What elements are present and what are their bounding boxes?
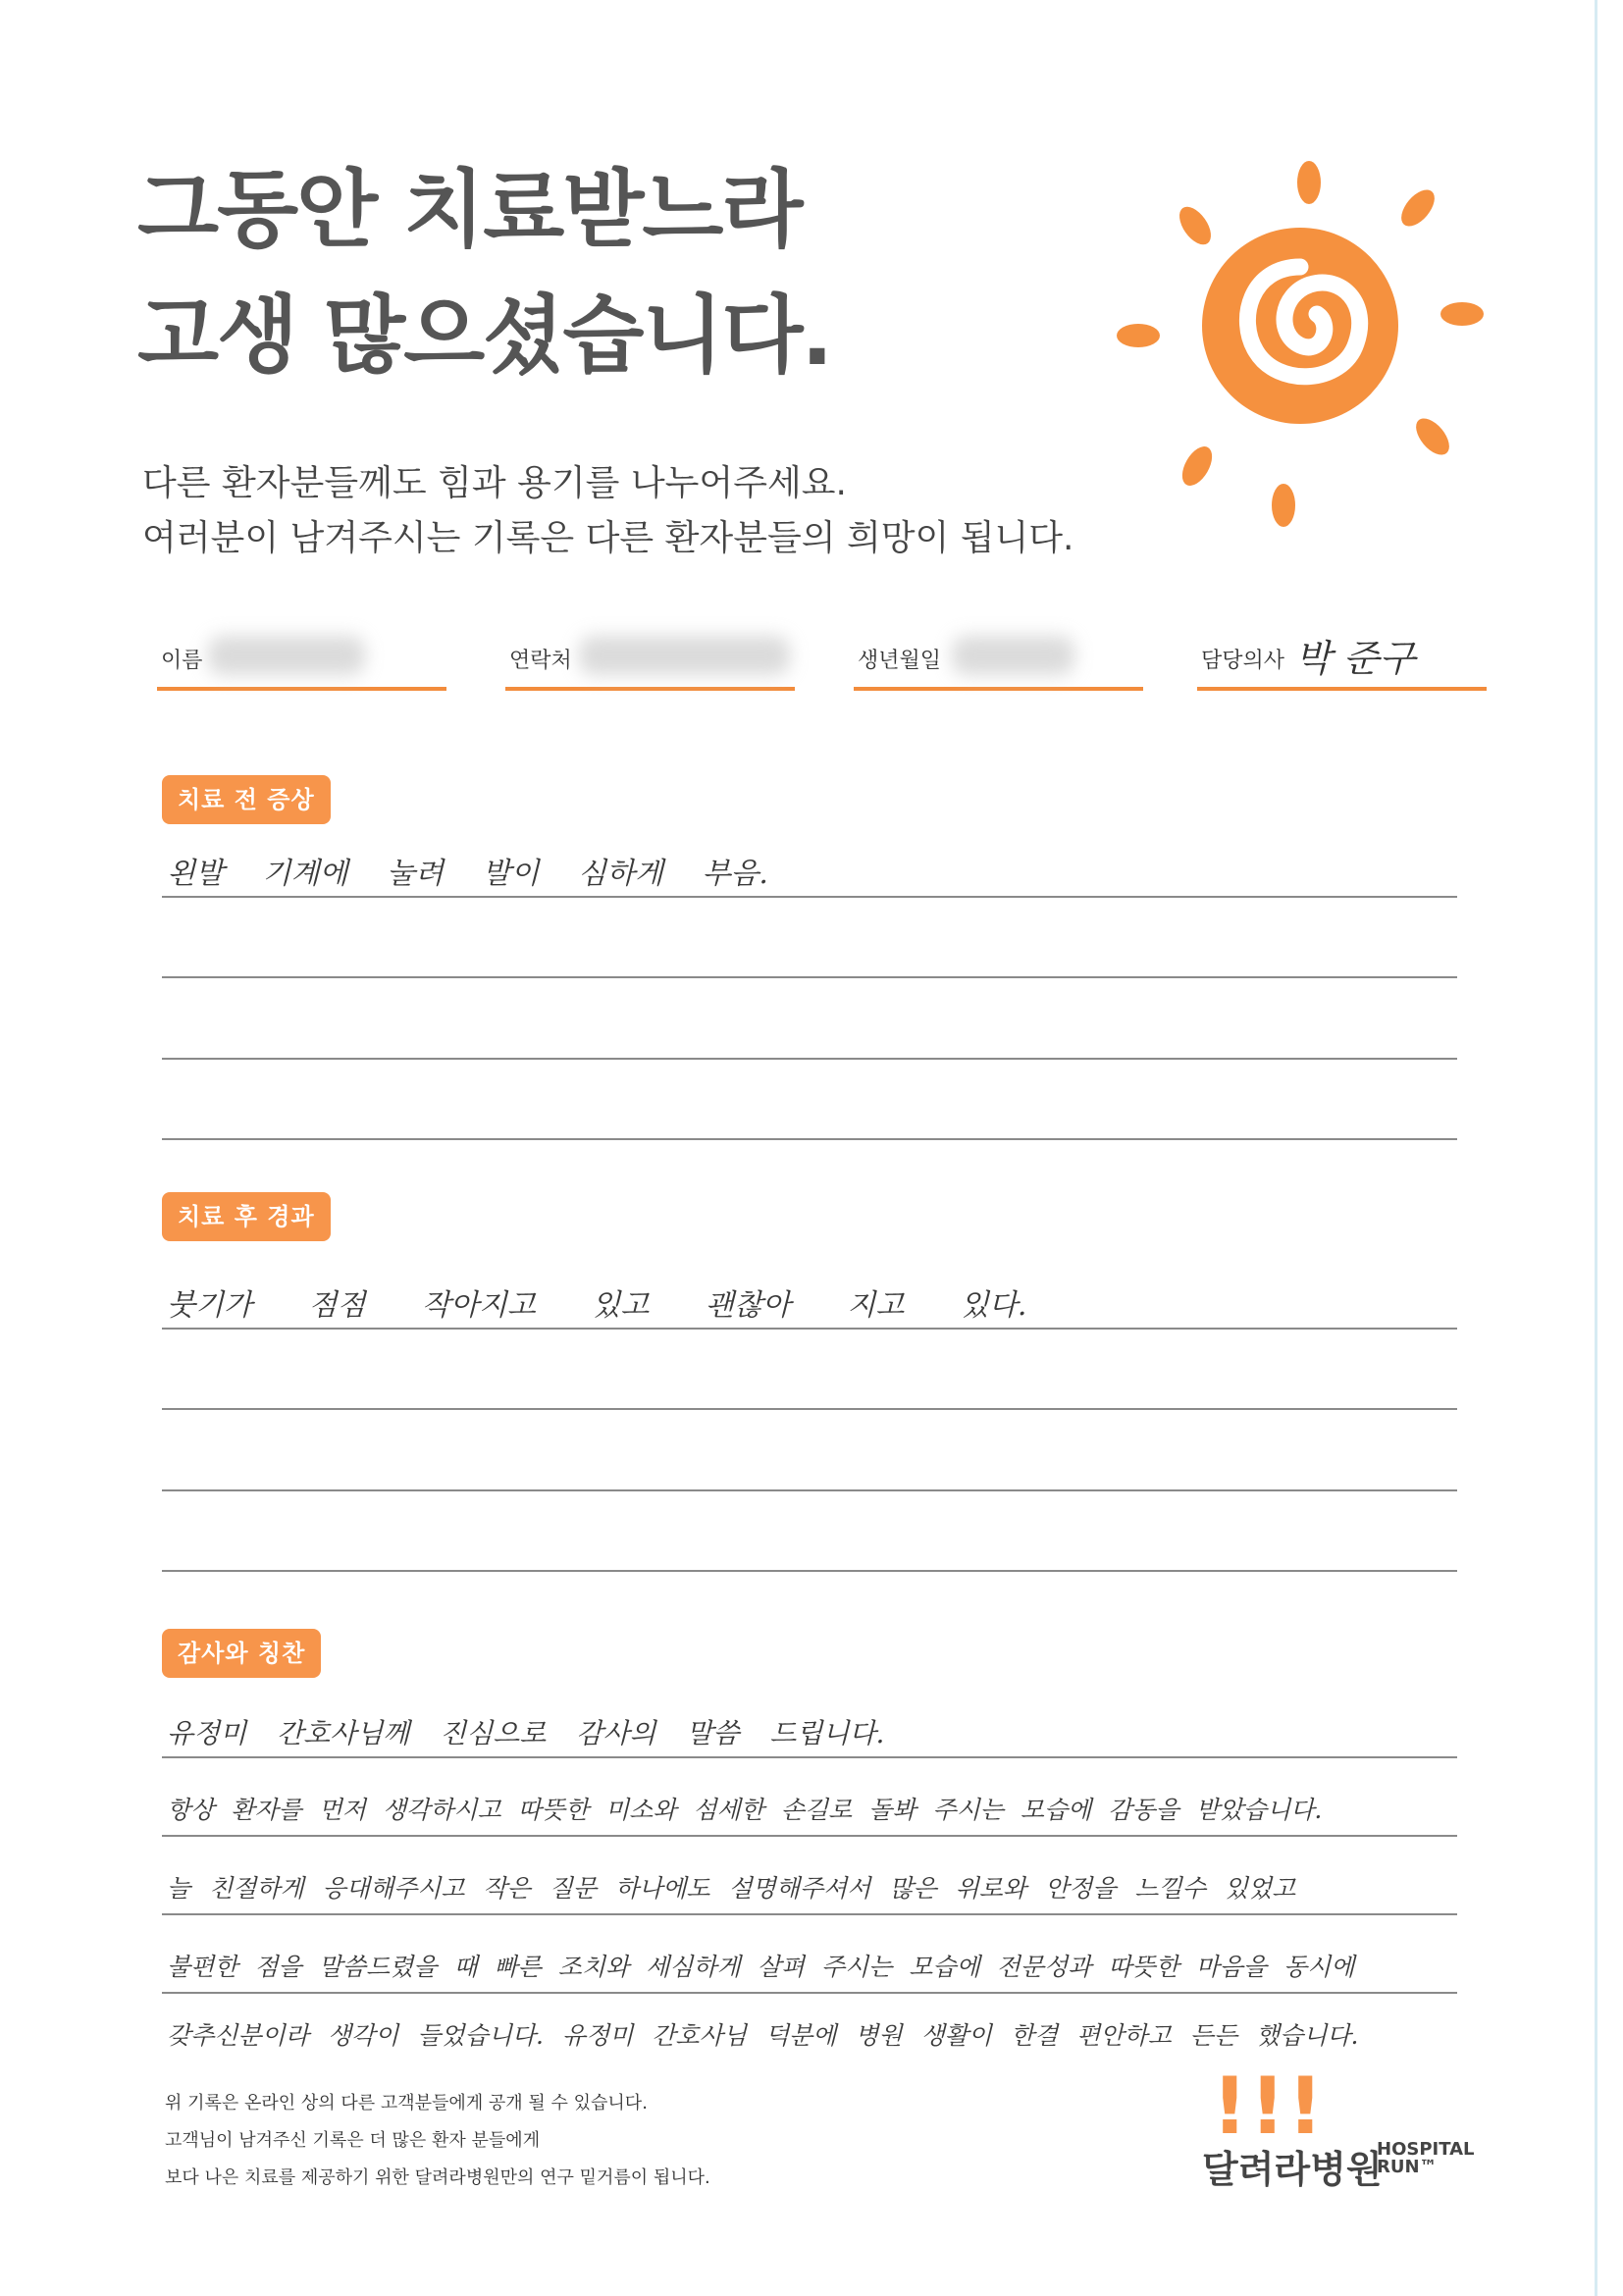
sun-icon <box>1099 157 1492 549</box>
page-title <box>137 147 831 398</box>
name-redacted <box>208 636 365 675</box>
birth-redacted <box>952 636 1074 675</box>
logo-english-1: HOSPITAL <box>1377 2139 1475 2160</box>
logo-english <box>1377 2141 1475 2176</box>
doctor-field[interactable] <box>1197 628 1487 691</box>
birth-label: 생년월일 <box>858 649 942 673</box>
before-treatment-badge: 치료 전 증상 <box>162 775 331 824</box>
ruled-line <box>162 976 1457 978</box>
birth-field[interactable] <box>854 628 1143 691</box>
thanks-line-5: 갖추신분이라 생각이 들었습니다. 유정미 간호사님 덕분에 병원 생활이 한결 편안하고 든든 했습니다. <box>167 2021 1359 2050</box>
title-line-1: 그동안 치료받느라 <box>137 161 802 259</box>
ruled-line <box>162 896 1457 898</box>
ruled-line <box>162 1835 1457 1837</box>
footer-note-2: 고객님이 남겨주신 기록은 더 많은 환자 분들에게 <box>165 2130 541 2151</box>
thanks-line-4: 불편한 점을 말씀드렸을 때 빠른 조치와 세심하게 살펴 주시는 모습에 전문성과 따뜻한 마음을 동시에 <box>167 1953 1355 1981</box>
doctor-label: 담당의사 <box>1201 649 1285 673</box>
thanks-line-2: 항상 환자를 먼저 생각하시고 따뜻한 미소와 섬세한 손길로 돌봐 주시는 모습에 감동을 받았습니다. <box>167 1796 1323 1824</box>
footer-note-1: 위 기록은 온라인 상의 다른 고객분들에게 공개 될 수 있습니다. <box>165 2093 648 2113</box>
after-line-1: 붓기가 점점 작아지고 있고 괜찮아 지고 있다. <box>167 1288 1027 1323</box>
logo-exclamation-icon: !!! <box>1212 2061 1326 2152</box>
contact-redacted <box>579 636 790 675</box>
before-line-1: 왼발 기계에 눌려 발이 심하게 부음. <box>167 857 768 891</box>
contact-field[interactable] <box>505 628 795 691</box>
ruled-line <box>162 1570 1457 1572</box>
ruled-line <box>162 1138 1457 1140</box>
logo-english-2: RUN™ <box>1377 2157 1438 2177</box>
ruled-line <box>162 1408 1457 1410</box>
hospital-logo <box>1202 2061 1496 2227</box>
ruled-line <box>162 1328 1457 1330</box>
page-edge <box>1595 0 1597 2296</box>
title-line-2: 고생 많으셨습니다. <box>137 287 832 385</box>
doctor-name: 박 준구 <box>1295 637 1416 680</box>
footer-notes <box>165 2085 710 2197</box>
footer-note-3: 보다 나은 치료를 제공하기 위한 달려라병원만의 연구 밑거름이 됩니다. <box>165 2167 710 2188</box>
thanks-badge: 감사와 칭찬 <box>162 1629 321 1678</box>
thanks-line-1: 유정미 간호사님께 진심으로 감사의 말씀 드립니다. <box>167 1717 885 1749</box>
contact-label: 연락처 <box>509 649 572 673</box>
subtitle <box>142 456 1074 566</box>
subtitle-line-2: 여러분이 남겨주시는 기록은 다른 환자분들의 희망이 됩니다. <box>142 518 1074 558</box>
name-field[interactable] <box>157 628 446 691</box>
name-label: 이름 <box>161 649 203 673</box>
ruled-line <box>162 1992 1457 1994</box>
subtitle-line-1: 다른 환자분들께도 힘과 용기를 나누어주세요. <box>142 463 847 503</box>
ruled-line <box>162 1058 1457 1060</box>
logo-name: 달려라병원 <box>1202 2148 1383 2191</box>
ruled-line <box>162 1489 1457 1491</box>
thanks-line-3: 늘 친절하게 응대해주시고 작은 질문 하나에도 설명해주셔서 많은 위로와 안정을 느낄수 있었고 <box>167 1874 1296 1903</box>
ruled-line <box>162 1913 1457 1915</box>
after-treatment-badge: 치료 후 경과 <box>162 1192 331 1241</box>
ruled-line <box>162 1756 1457 1758</box>
